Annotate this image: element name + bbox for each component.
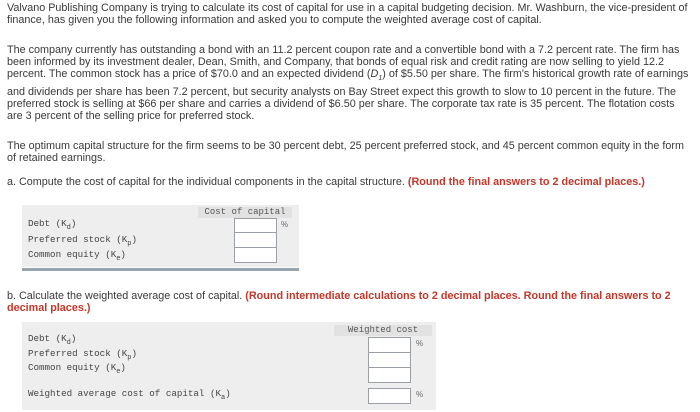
row-label-debt: Debt $(K_d)$ <box>28 333 77 347</box>
wacc-input[interactable] <box>368 388 411 404</box>
row-label-preferred: Preferred stock $(K_p)$ <box>28 348 137 362</box>
part-a-question: a. Compute the cost of capital for the individual components in the capital structure. (Round the final answers to 2 decimal places.) <box>7 176 645 188</box>
details-text-1: The company currently has outstanding a bond with an 11.2 percent coupon rate and a convertible bond with a 7.2 percent rate. The firm has been informed by its investment dealer, Dean, Smith, and Company, that bonds of equal risk and credit rating are now selling to yield 12.2 percent. The common stock has a price of $70.0 and an expected dividend ( <box>7 44 680 81</box>
row-label-wacc: Weighted average cost of capital $(K_a)$ <box>28 388 231 402</box>
percent-sign: % <box>416 390 424 399</box>
row-label-debt: Debt $(K_d)$ <box>28 218 77 232</box>
preferred-cost-input[interactable] <box>234 232 277 248</box>
part-a-instruction: (Round the final answers to 2 decimal places.) <box>407 176 645 188</box>
row-label-common: Common equity $(K_e)$ <box>28 362 126 376</box>
intro-paragraph: Valvano Publishing Company is trying to calculate its cost of capital for use in a capital budgeting decision. Mr. Washburn, the vice-president of finance, has given you the following information and asked you to compute the weighted average cost of capital. <box>7 2 688 27</box>
percent-sign: % <box>281 220 289 229</box>
part-b-instruction: (Round intermediate calculations to 2 decimal places. Round the final answers to 2 decimal places.) <box>7 290 671 315</box>
structure-paragraph: The optimum capital structure for the firm seems to be 30 percent debt, 25 percent preferred stock, and 45 percent common equity in the form of retained earnings. <box>7 140 684 165</box>
part-a-table <box>22 205 299 267</box>
table-underline <box>22 268 299 271</box>
weighted-cost-header: Weighted cost <box>334 325 432 336</box>
details-text-2: ) of $5.50 per share. The firm's historical growth rate of earnings and dividends per share has been 7.2 percent, but security analysts on Bay Street expect this growth to slow to 10 percent in the future. The preferred stock is selling at $66 per share and carries a dividend of $6.50 per share. The corporate tax rate is 35 percent. The flotation costs are 3 percent of the selling price for preferred stock. <box>7 68 689 123</box>
debt-weighted-input[interactable] <box>368 337 411 353</box>
common-cost-input[interactable] <box>234 247 277 263</box>
part-b-question: b. Calculate the weighted average cost of capital. (Round intermediate calculations to 2 decimal places. Round the final answers to 2 decimal places.) <box>7 290 671 315</box>
details-paragraph <box>7 44 691 122</box>
part-b-table <box>22 322 436 410</box>
row-label-common: Common equity $(K_e)$ <box>28 249 126 263</box>
dividend-symbol: $D_1$ <box>370 68 383 83</box>
row-label-preferred: Preferred stock $(K_p)$ <box>28 234 137 248</box>
preferred-weighted-input[interactable] <box>368 352 411 368</box>
common-weighted-input[interactable] <box>368 367 411 383</box>
percent-sign: % <box>416 339 424 348</box>
cost-of-capital-header: Cost of capital <box>198 207 292 218</box>
